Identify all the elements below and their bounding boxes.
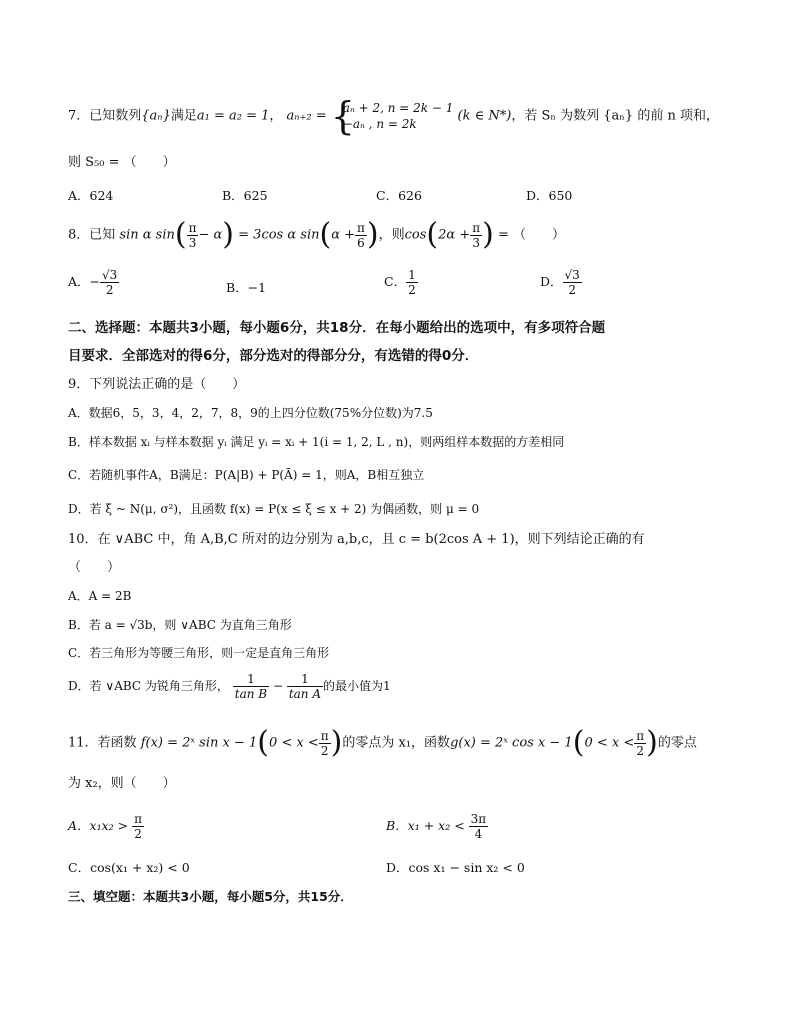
q7-lhs: aₙ₊₂ =: [286, 108, 327, 124]
q8-option-d: D． $\frac{√3}{2}$: [540, 268, 580, 297]
q8-lead: 8．已知: [68, 227, 116, 243]
q10-option-b: B．若 a = √3b，则 ∨ABC 为直角三角形: [68, 618, 292, 632]
q10-option-d: D．若 ∨ABC 为锐角三角形， $\frac{1}{\text{tan B}}$ − $\frac{1}{\text{tan A}}$ 的最小值为1: [68, 672, 391, 701]
q7-case2: −aₙ , n = 2k: [342, 117, 417, 131]
q7-case1: aₙ + 2, n = 2k − 1: [342, 101, 454, 115]
q8-option-a: A．− $\frac{√3}{2}$: [68, 268, 118, 297]
q7-eq1: a₁ = a₂ = 1: [196, 108, 270, 124]
q11-option-d: D．cos x₁ − sin x₂ < 0: [386, 860, 525, 875]
q11-f-expr: f(x) = 2ˣ sin x − 1: [140, 735, 258, 751]
section3-heading: 三、填空题：本题共3小题，每小题5分，共15分．: [68, 889, 353, 904]
q10-stem: 10．在 ∨ABC 中，角 A,B,C 所对的边分别为 a,b,c，且 c = b(2cos A + 1)，则下列结论正确的有: [68, 532, 645, 547]
q10-paren: （ ）: [68, 560, 121, 575]
q11-stem: 11．若函数 f(x) = 2ˣ sin x − 1(0 < x < $\frac{\pi}{2}$ )的零点为 x₁，函数g(x) = 2ˣ cos x − 1(0 < x < $\frac{\pi}{2}$ )的零点: [68, 725, 697, 760]
q8-frac3: $\frac{\pi}{3}$: [472, 220, 481, 250]
q11-option-c: C．cos(x₁ + x₂) < 0: [68, 860, 190, 875]
q8-end: = （ ）: [497, 227, 565, 243]
q9-option-b: B．样本数据 xᵢ 与样本数据 yᵢ 满足 yᵢ = xᵢ + 1(i = 1, 2, L , n)，则两组样本数据的方差相同: [68, 435, 565, 449]
q11-g-expr: g(x) = 2ˣ cos x − 1: [450, 735, 573, 751]
q8-frac2-head: α +: [331, 227, 356, 243]
q8-frac1: $\frac{\pi}{3}$: [188, 220, 197, 250]
q7-option-d: D．650: [526, 188, 573, 203]
q8-frac2: $\frac{\pi}{6}$: [357, 220, 365, 250]
q8-stem: 8．已知 sin α sin( $\frac{\pi}{3}$ − α) = 3cos α sin(α + $\frac{\pi}{6}$ )，则cos(2α + $\frac{\pi}{3}$ ) = （ ）: [68, 217, 565, 252]
q7-line2: 则 S₅₀ = （ ）: [68, 155, 176, 170]
section2-heading-line1: 二、选择题：本题共3小题，每小题6分，共18分．在每小题给出的选项中，有多项符合题: [68, 320, 606, 336]
q8-frac3-head: 2α +: [438, 227, 471, 243]
q7-piecewise: [330, 94, 454, 138]
q7-domain: (k ∈ N*): [457, 108, 512, 124]
q9-option-c: C．若随机事件A，B满足：P(A|B) + P(Ā) = 1，则A，B相互独立: [68, 468, 425, 482]
q10-option-c: C．若三角形为等腰三角形，则一定是直角三角形: [68, 646, 330, 660]
q7-comma: ，: [269, 108, 283, 124]
q9-option-a: A．数据6，5，3，4，2，7，8，9的上四分位数(75%分位数)为7.5: [68, 406, 433, 420]
section2-heading-line2: 目要求．全部选对的得6分，部分选对的得部分分，有选错的得0分．: [68, 348, 479, 364]
q10-option-a: A．A = 2B: [68, 589, 132, 603]
q8-frac1-tail: − α: [198, 227, 223, 243]
q9-stem: 9．下列说法正确的是（ ）: [68, 377, 246, 392]
q10-d-frac2: $\frac{1}{\text{tan A}}$: [288, 672, 322, 701]
q8-option-b: B．−1: [226, 280, 267, 295]
q7-seq: {aₙ}: [141, 108, 171, 124]
q8-then: ，则: [378, 227, 405, 243]
q11-option-b: B．x₁ + x₂ < $\frac{3\pi}{4}$: [386, 812, 487, 841]
q7-option-c: C．626: [376, 188, 422, 203]
q10-d-frac1: $\frac{1}{\text{tan B}}$: [234, 672, 268, 701]
q8-cos: cos: [404, 227, 427, 243]
q7-cond: 满足: [170, 108, 197, 124]
q7-lead: 7．已知数列: [68, 108, 142, 124]
q8-expr-a: sin α sin: [119, 227, 175, 243]
q7-brace: {: [330, 94, 355, 138]
q7-tail: ，若 Sₙ 为数列 {aₙ} 的前 n 项和，: [511, 108, 719, 124]
q11-option-a: A．x₁x₂ > $\frac{\pi}{2}$: [68, 812, 142, 841]
q7-line1: [68, 94, 719, 138]
q7-option-b: B．625: [222, 188, 268, 203]
q8-mid: = 3cos α sin: [238, 227, 320, 243]
q9-option-d: D．若 ξ ~ N(μ, σ²)，且函数 f(x) = P(x ≤ ξ ≤ x + 2) 为偶函数，则 μ = 0: [68, 502, 480, 516]
q7-option-a: A．624: [68, 188, 114, 203]
q8-option-c: C． $\frac{1}{2}$: [384, 268, 416, 297]
q11-line2: 为 x₂，则（ ）: [68, 776, 176, 791]
